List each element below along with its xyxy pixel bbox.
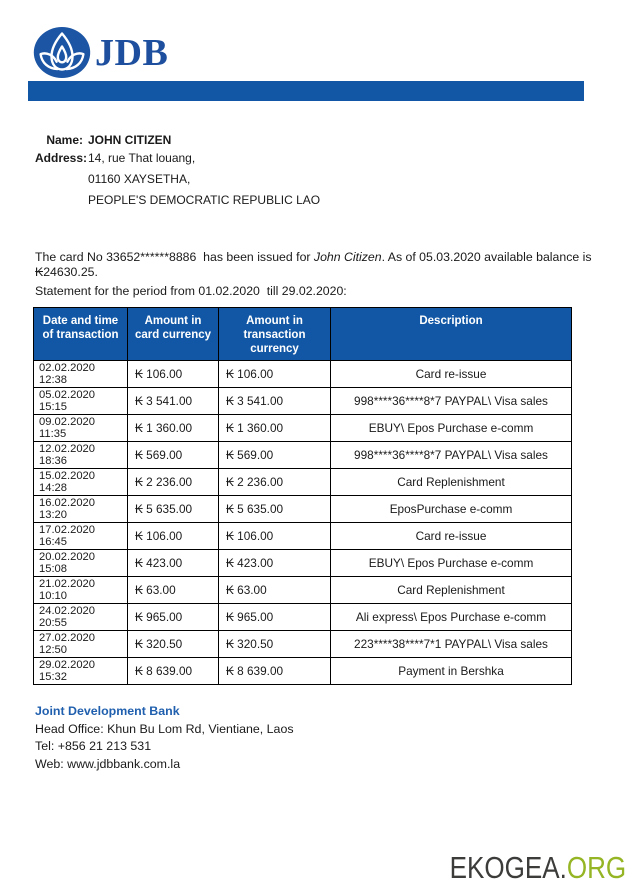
cell-amount-transaction: ₭ 320.50: [219, 631, 331, 658]
cell-date-time: 27.02.2020 12:50: [34, 631, 128, 658]
cell-amount-card: ₭ 320.50: [128, 631, 219, 658]
cell-description: EposPurchase e-comm: [331, 496, 572, 523]
cell-amount-card: ₭ 569.00: [128, 442, 219, 469]
cell-description: Ali express\ Epos Purchase e-comm: [331, 604, 572, 631]
cell-amount-transaction: ₭ 63.00: [219, 577, 331, 604]
table-row: [34, 442, 572, 469]
table-row: [34, 415, 572, 442]
header-description: Description: [331, 308, 572, 361]
table-row: [34, 469, 572, 496]
cell-date-time: 29.02.2020 15:32: [34, 658, 128, 685]
cell-description: EBUY\ Epos Purchase e-comm: [331, 550, 572, 577]
cell-amount-card: ₭ 965.00: [128, 604, 219, 631]
bank-logo: [33, 26, 168, 79]
cell-description: Card Replenishment: [331, 577, 572, 604]
cell-amount-card: ₭ 3 541.00: [128, 388, 219, 415]
transactions-table-header: [34, 308, 572, 361]
cell-amount-card: ₭ 2 236.00: [128, 469, 219, 496]
address-line-2: 01160 XAYSETHA,: [88, 172, 191, 186]
recipient-address-row: [35, 170, 320, 188]
cell-date-time: 02.02.2020 12:38: [34, 361, 128, 388]
cell-description: EBUY\ Epos Purchase e-comm: [331, 415, 572, 442]
cell-amount-transaction: ₭ 569.00: [219, 442, 331, 469]
address-line-1: 14, rue That louang,: [88, 151, 196, 165]
cell-amount-transaction: ₭ 1 360.00: [219, 415, 331, 442]
cell-amount-transaction: ₭ 3 541.00: [219, 388, 331, 415]
cell-description: Card re-issue: [331, 361, 572, 388]
cell-amount-transaction: ₭ 5 635.00: [219, 496, 331, 523]
name-value: JOHN CITIZEN: [88, 133, 172, 147]
table-row: [34, 604, 572, 631]
card-info-after: . As of 05.03.2020 available balance is ₭24630.25.: [35, 250, 595, 279]
cell-description: Card re-issue: [331, 523, 572, 550]
cell-amount-card: ₭ 63.00: [128, 577, 219, 604]
cell-description: 998****36****8*7 PAYPAL\ Visa sales: [331, 442, 572, 469]
cell-amount-card: ₭ 423.00: [128, 550, 219, 577]
card-info-text: [35, 250, 605, 280]
address-label: Address:: [35, 151, 88, 165]
recipient-address-row: [35, 191, 320, 209]
footer-head-office: Head Office: Khun Bu Lom Rd, Vientiane, Laos: [35, 721, 294, 736]
cell-amount-transaction: ₭ 8 639.00: [219, 658, 331, 685]
bank-logo-text: JDB: [95, 31, 169, 74]
cell-date-time: 05.02.2020 15:15: [34, 388, 128, 415]
cell-date-time: 21.02.2020 10:10: [34, 577, 128, 604]
cell-date-time: 15.02.2020 14:28: [34, 469, 128, 496]
footer-block: [35, 703, 294, 773]
header-amount-transaction: Amount in transaction currency: [219, 308, 331, 361]
ekogea-watermark: [449, 852, 626, 883]
cell-date-time: 16.02.2020 13:20: [34, 496, 128, 523]
watermark-dark-text: EKOGEA.: [449, 850, 567, 885]
header-banner-bar: [28, 81, 584, 101]
cell-date-time: 12.02.2020 18:36: [34, 442, 128, 469]
cell-amount-transaction: ₭ 106.00: [219, 361, 331, 388]
statement-period-text: Statement for the period from 01.02.2020 till 29.02.2020:: [35, 284, 347, 298]
recipient-name-row: [35, 131, 320, 149]
table-row: [34, 496, 572, 523]
table-row: [34, 658, 572, 685]
cell-date-time: 20.02.2020 15:08: [34, 550, 128, 577]
card-holder-name: John Citizen: [313, 250, 382, 264]
table-row: [34, 361, 572, 388]
cell-description: 223****38****7*1 PAYPAL\ Visa sales: [331, 631, 572, 658]
transactions-table: [33, 307, 572, 685]
watermark-green-text: ORG: [566, 850, 626, 885]
recipient-address-row: [35, 149, 320, 167]
cell-description: Card Replenishment: [331, 469, 572, 496]
cell-description: Payment in Bershka: [331, 658, 572, 685]
header-date-time: Date and time of transaction: [34, 308, 128, 361]
footer-telephone: Tel: +856 21 213 531: [35, 739, 152, 753]
table-row: [34, 550, 572, 577]
cell-date-time: 24.02.2020 20:55: [34, 604, 128, 631]
cell-amount-transaction: ₭ 965.00: [219, 604, 331, 631]
footer-bank-name: Joint Development Bank: [35, 704, 180, 718]
transactions-table-body: [34, 361, 572, 685]
cell-amount-card: ₭ 8 639.00: [128, 658, 219, 685]
cell-amount-card: ₭ 106.00: [128, 361, 219, 388]
cell-amount-transaction: ₭ 106.00: [219, 523, 331, 550]
address-line-3: PEOPLE'S DEMOCRATIC REPUBLIC LAO: [88, 193, 321, 207]
cell-date-time: 17.02.2020 16:45: [34, 523, 128, 550]
name-label: Name:: [46, 133, 83, 147]
cell-description: 998****36****8*7 PAYPAL\ Visa sales: [331, 388, 572, 415]
recipient-block: [35, 131, 320, 209]
cell-amount-card: ₭ 1 360.00: [128, 415, 219, 442]
table-row: [34, 577, 572, 604]
cell-amount-transaction: ₭ 423.00: [219, 550, 331, 577]
footer-website: Web: www.jdbbank.com.la: [35, 756, 181, 771]
cell-amount-card: ₭ 5 635.00: [128, 496, 219, 523]
table-row: [34, 388, 572, 415]
cell-amount-card: ₭ 106.00: [128, 523, 219, 550]
card-info-before: The card No 33652******8886 has been issued for: [35, 250, 314, 264]
cell-amount-transaction: ₭ 2 236.00: [219, 469, 331, 496]
header-amount-card: Amount in card currency: [128, 308, 219, 361]
lotus-icon: [33, 26, 91, 79]
cell-date-time: 09.02.2020 11:35: [34, 415, 128, 442]
table-row: [34, 523, 572, 550]
table-row: [34, 631, 572, 658]
